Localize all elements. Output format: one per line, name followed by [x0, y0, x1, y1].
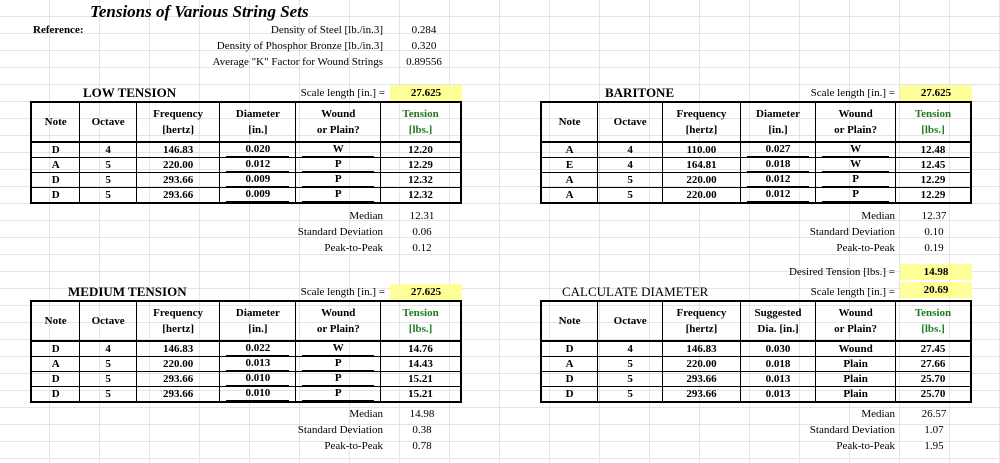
- header-diameter: Diameter [in.]: [740, 102, 816, 142]
- octave-cell[interactable]: 5: [598, 357, 663, 372]
- octave-cell[interactable]: 4: [598, 142, 663, 158]
- header-tension: Tension [lbs.]: [895, 102, 971, 142]
- frequency-cell: 220.00: [663, 188, 741, 204]
- frequency-cell: 293.66: [136, 372, 220, 387]
- note-cell[interactable]: D: [31, 387, 80, 403]
- wound-cell[interactable]: P: [296, 387, 381, 403]
- frequency-cell: 146.83: [136, 142, 220, 158]
- wound-cell: Plain: [816, 357, 896, 372]
- octave-cell[interactable]: 4: [598, 158, 663, 173]
- header-wound: Wound or Plain?: [816, 301, 896, 341]
- note-cell[interactable]: A: [541, 173, 598, 188]
- diameter-cell[interactable]: 0.013: [220, 357, 296, 372]
- tension-cell: 27.45: [895, 341, 971, 357]
- baritone-p2p-label: Peak-to-Peak: [836, 242, 895, 254]
- frequency-cell: 220.00: [663, 173, 741, 188]
- medium-tension-table: [30, 300, 462, 403]
- wound-cell[interactable]: P: [296, 188, 381, 204]
- header-octave: Octave: [80, 301, 136, 341]
- table-row: [541, 158, 971, 173]
- octave-cell[interactable]: 5: [598, 188, 663, 204]
- tension-cell: 12.29: [381, 158, 461, 173]
- note-cell[interactable]: A: [541, 188, 598, 204]
- header-tension: Tension [lbs.]: [381, 102, 461, 142]
- note-cell[interactable]: D: [31, 142, 80, 158]
- header-wound: Wound or Plain?: [296, 301, 381, 341]
- calc-median-value: 26.57: [921, 408, 947, 420]
- note-cell[interactable]: D: [541, 372, 598, 387]
- table-row: [541, 341, 971, 357]
- frequency-cell: 293.66: [663, 387, 741, 403]
- table-row: [31, 158, 461, 173]
- octave-cell[interactable]: 5: [598, 387, 663, 403]
- wound-cell[interactable]: P: [296, 173, 381, 188]
- medium-p2p-label: Peak-to-Peak: [324, 440, 383, 452]
- tension-cell: 12.20: [381, 142, 461, 158]
- diameter-cell[interactable]: 0.012: [740, 188, 816, 204]
- note-cell[interactable]: A: [31, 357, 80, 372]
- baritone-stddev-label: Standard Deviation: [809, 226, 895, 238]
- medium-p2p-value: 0.78: [412, 440, 432, 452]
- header-tension: Tension [lbs.]: [895, 301, 971, 341]
- wound-cell: Plain: [816, 387, 896, 403]
- header-wound: Wound or Plain?: [816, 102, 896, 142]
- suggested-diameter-cell: 0.013: [740, 387, 816, 403]
- table-row: [541, 188, 971, 204]
- baritone-scale-input[interactable]: 27.625: [900, 85, 972, 101]
- suggested-diameter-cell: 0.018: [740, 357, 816, 372]
- frequency-cell: 293.66: [136, 387, 220, 403]
- baritone-median-label: Median: [861, 210, 895, 222]
- note-cell[interactable]: E: [541, 158, 598, 173]
- octave-cell[interactable]: 5: [80, 387, 136, 403]
- header-frequency: Frequency [hertz]: [136, 301, 220, 341]
- wound-cell[interactable]: P: [816, 188, 896, 204]
- calc-scale-input[interactable]: 20.69: [900, 282, 972, 298]
- header-frequency: Frequency [hertz]: [663, 102, 741, 142]
- octave-cell[interactable]: 5: [80, 372, 136, 387]
- octave-cell[interactable]: 4: [80, 142, 136, 158]
- k-factor-label: Average "K" Factor for Wound Strings: [212, 56, 383, 68]
- tension-cell: 12.32: [381, 173, 461, 188]
- desired-tension-input[interactable]: 14.98: [900, 264, 972, 280]
- frequency-cell: 220.00: [136, 158, 220, 173]
- frequency-cell: 110.00: [663, 142, 741, 158]
- frequency-cell: 146.83: [663, 341, 741, 357]
- steel-density-label: Density of Steel [lb./in.3]: [270, 24, 383, 36]
- header-note: Note: [31, 102, 80, 142]
- bronze-density-label: Density of Phosphor Bronze [lb./in.3]: [216, 40, 383, 52]
- bronze-density-value[interactable]: 0.320: [411, 40, 437, 52]
- table-row: [541, 173, 971, 188]
- calc-p2p-value: 1.95: [924, 440, 944, 452]
- tension-cell: 12.32: [381, 188, 461, 204]
- medium-stddev-label: Standard Deviation: [297, 424, 383, 436]
- wound-cell[interactable]: W: [296, 341, 381, 357]
- header-note: Note: [31, 301, 80, 341]
- table-row: [541, 387, 971, 403]
- low-stddev-value: 0.06: [412, 226, 432, 238]
- note-cell[interactable]: D: [541, 341, 598, 357]
- tension-cell: 15.21: [381, 387, 461, 403]
- header-note: Note: [541, 102, 598, 142]
- baritone-median-value: 12.37: [921, 210, 947, 222]
- tension-cell: 12.48: [895, 142, 971, 158]
- sheet-title: Tensions of Various String Sets: [90, 2, 309, 21]
- tension-cell: 14.43: [381, 357, 461, 372]
- desired-tension-label: Desired Tension [lbs.] =: [788, 266, 895, 278]
- note-cell[interactable]: D: [31, 372, 80, 387]
- wound-cell: Wound: [816, 341, 896, 357]
- frequency-cell: 164.81: [663, 158, 741, 173]
- frequency-cell: 220.00: [663, 357, 741, 372]
- table-header-row: [31, 301, 461, 341]
- medium-median-value: 14.98: [409, 408, 435, 420]
- medium-scale-input[interactable]: 27.625: [390, 284, 462, 300]
- medium-tension-title: MEDIUM TENSION: [68, 284, 187, 299]
- low-p2p-value: 0.12: [412, 242, 432, 254]
- wound-cell[interactable]: W: [296, 142, 381, 158]
- wound-cell[interactable]: P: [296, 357, 381, 372]
- medium-stddev-value: 0.38: [412, 424, 432, 436]
- wound-cell[interactable]: P: [816, 173, 896, 188]
- frequency-cell: 293.66: [663, 372, 741, 387]
- header-suggested-diameter: Suggested Dia. [in.]: [740, 301, 816, 341]
- suggested-diameter-cell: 0.013: [740, 372, 816, 387]
- header-frequency: Frequency [hertz]: [136, 102, 220, 142]
- table-header-row: [541, 102, 971, 142]
- calc-scale-label: Scale length [in.] =: [810, 286, 895, 298]
- header-note: Note: [541, 301, 598, 341]
- calc-p2p-label: Peak-to-Peak: [836, 440, 895, 452]
- table-header-row: [541, 301, 971, 341]
- low-median-value: 12.31: [409, 210, 435, 222]
- low-stddev-label: Standard Deviation: [297, 226, 383, 238]
- baritone-scale-label: Scale length [in.] =: [810, 87, 895, 99]
- octave-cell[interactable]: 5: [80, 173, 136, 188]
- calc-diameter-table: [540, 300, 972, 403]
- table-row: [31, 357, 461, 372]
- header-octave: Octave: [598, 102, 663, 142]
- note-cell[interactable]: A: [541, 142, 598, 158]
- low-tension-title: LOW TENSION: [83, 85, 177, 100]
- table-row: [31, 173, 461, 188]
- octave-cell[interactable]: 5: [80, 188, 136, 204]
- note-cell[interactable]: D: [541, 387, 598, 403]
- frequency-cell: 293.66: [136, 173, 220, 188]
- steel-density-value[interactable]: 0.284: [411, 24, 437, 36]
- table-row: [31, 142, 461, 158]
- header-wound: Wound or Plain?: [296, 102, 381, 142]
- calc-stddev-value: 1.07: [924, 424, 944, 436]
- baritone-p2p-value: 0.19: [924, 242, 944, 254]
- table-row: [31, 372, 461, 387]
- diameter-cell[interactable]: 0.012: [740, 173, 816, 188]
- low-p2p-label: Peak-to-Peak: [324, 242, 383, 254]
- baritone-stddev-value: 0.10: [924, 226, 944, 238]
- header-diameter: Diameter [in.]: [220, 301, 296, 341]
- wound-cell: Plain: [816, 372, 896, 387]
- diameter-cell[interactable]: 0.010: [220, 372, 296, 387]
- suggested-diameter-cell: 0.030: [740, 341, 816, 357]
- diameter-cell[interactable]: 0.012: [220, 158, 296, 173]
- octave-cell[interactable]: 5: [598, 173, 663, 188]
- low-tension-table: [30, 101, 462, 204]
- frequency-cell: 293.66: [136, 188, 220, 204]
- baritone-table: [540, 101, 972, 204]
- table-row: [31, 341, 461, 357]
- tension-cell: 14.76: [381, 341, 461, 357]
- table-row: [541, 372, 971, 387]
- header-diameter: Diameter [in.]: [220, 102, 296, 142]
- octave-cell[interactable]: 5: [598, 372, 663, 387]
- note-cell[interactable]: D: [31, 188, 80, 204]
- low-scale-input[interactable]: 27.625: [390, 85, 462, 101]
- diameter-cell[interactable]: 0.018: [740, 158, 816, 173]
- header-octave: Octave: [598, 301, 663, 341]
- tension-cell: 12.29: [895, 188, 971, 204]
- octave-cell[interactable]: 5: [80, 158, 136, 173]
- note-cell[interactable]: D: [31, 173, 80, 188]
- header-tension: Tension [lbs.]: [381, 301, 461, 341]
- table-row: [31, 387, 461, 403]
- frequency-cell: 220.00: [136, 357, 220, 372]
- note-cell[interactable]: A: [541, 357, 598, 372]
- wound-cell[interactable]: P: [296, 158, 381, 173]
- diameter-cell[interactable]: 0.027: [740, 142, 816, 158]
- note-cell[interactable]: A: [31, 158, 80, 173]
- header-octave: Octave: [80, 102, 136, 142]
- calc-median-label: Median: [861, 408, 895, 420]
- wound-cell[interactable]: W: [816, 142, 896, 158]
- low-scale-label: Scale length [in.] =: [300, 87, 385, 99]
- tension-cell: 12.45: [895, 158, 971, 173]
- tension-cell: 27.66: [895, 357, 971, 372]
- note-cell[interactable]: D: [31, 341, 80, 357]
- k-factor-value[interactable]: 0.89556: [406, 56, 442, 68]
- tension-cell: 25.70: [895, 372, 971, 387]
- low-median-label: Median: [349, 210, 383, 222]
- wound-cell[interactable]: W: [816, 158, 896, 173]
- octave-cell[interactable]: 4: [80, 341, 136, 357]
- table-header-row: [31, 102, 461, 142]
- octave-cell[interactable]: 5: [80, 357, 136, 372]
- diameter-cell[interactable]: 0.009: [220, 173, 296, 188]
- tension-cell: 15.21: [381, 372, 461, 387]
- diameter-cell[interactable]: 0.022: [220, 341, 296, 357]
- calc-diameter-title: CALCULATE DIAMETER: [562, 284, 709, 299]
- reference-label: Reference:: [33, 24, 84, 36]
- wound-cell[interactable]: P: [296, 372, 381, 387]
- calc-stddev-label: Standard Deviation: [809, 424, 895, 436]
- table-row: [541, 357, 971, 372]
- diameter-cell[interactable]: 0.020: [220, 142, 296, 158]
- medium-scale-label: Scale length [in.] =: [300, 286, 385, 298]
- diameter-cell[interactable]: 0.010: [220, 387, 296, 403]
- tension-cell: 25.70: [895, 387, 971, 403]
- frequency-cell: 146.83: [136, 341, 220, 357]
- diameter-cell[interactable]: 0.009: [220, 188, 296, 204]
- tension-cell: 12.29: [895, 173, 971, 188]
- baritone-title: BARITONE: [605, 85, 675, 100]
- medium-median-label: Median: [349, 408, 383, 420]
- table-row: [31, 188, 461, 204]
- table-row: [541, 142, 971, 158]
- header-frequency: Frequency [hertz]: [663, 301, 741, 341]
- octave-cell[interactable]: 4: [598, 341, 663, 357]
